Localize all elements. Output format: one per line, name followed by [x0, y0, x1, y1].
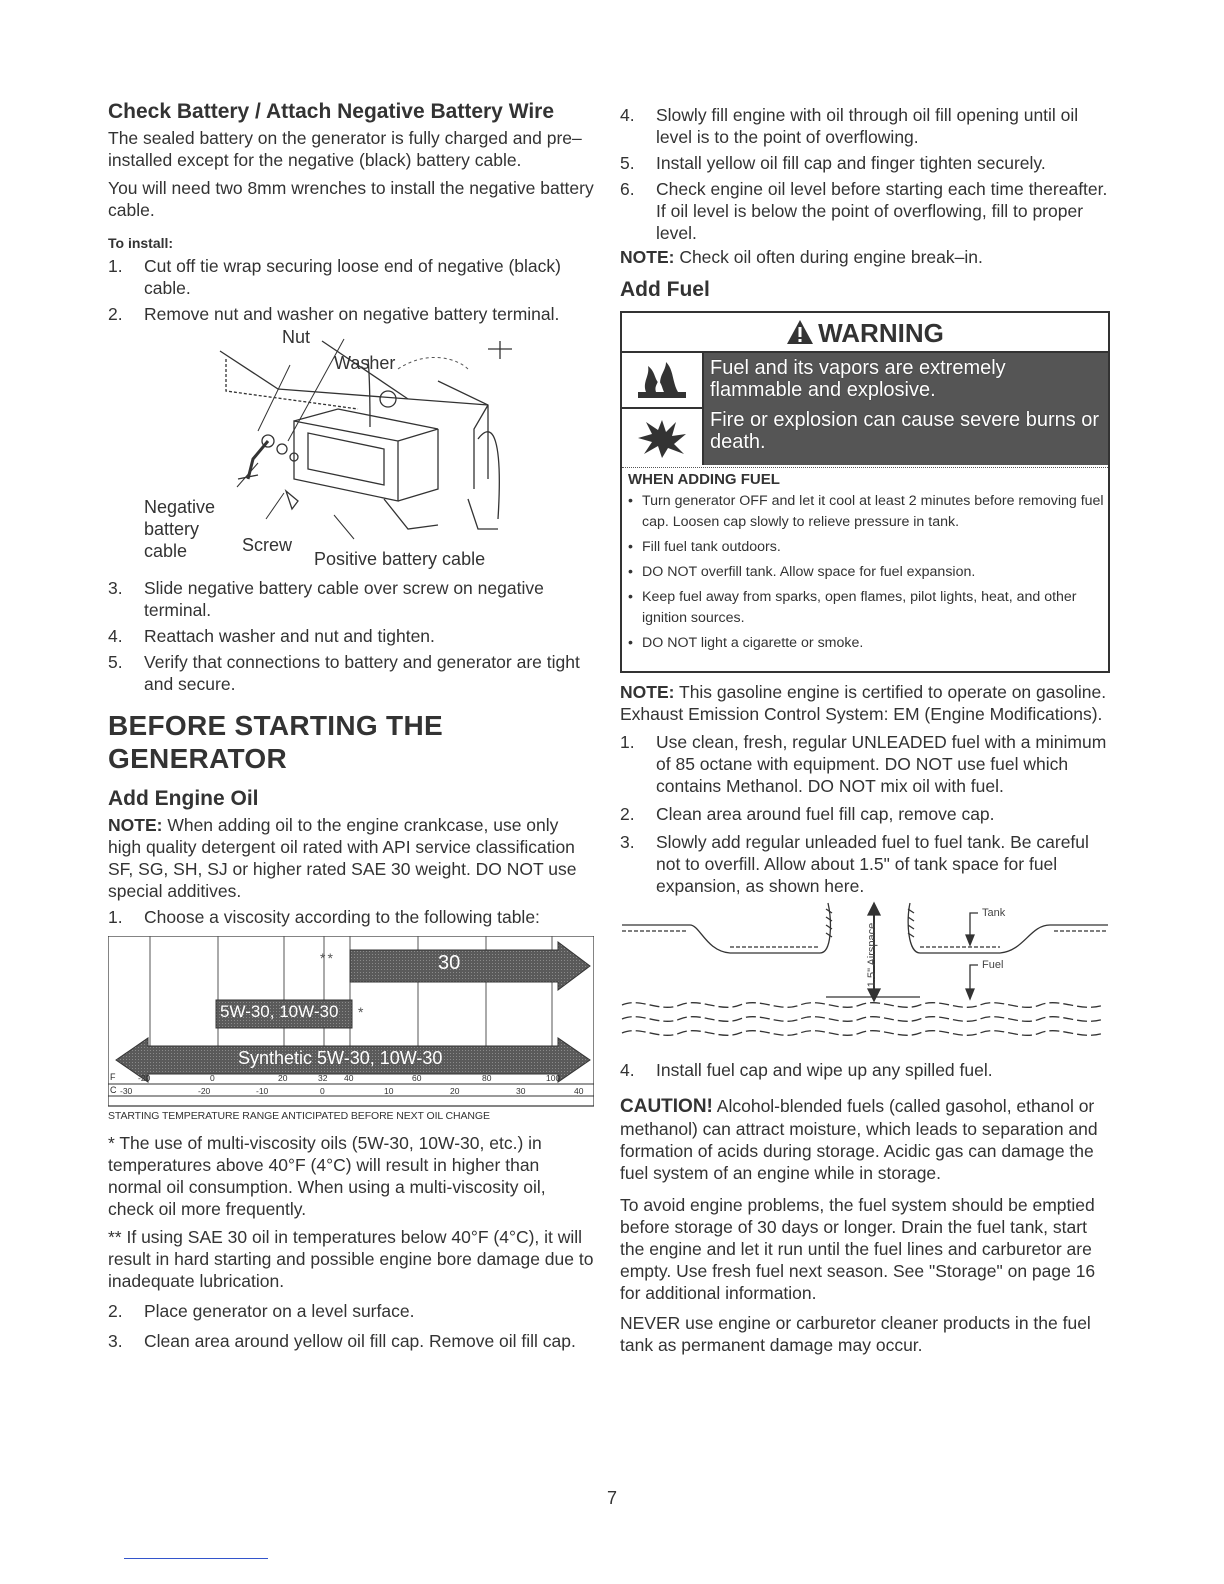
- avoid-paragraph: To avoid engine problems, the fuel system should be emptied before storage of 30 days or longer. Drain the fuel tank, start the engine and let it run until the fuel lines and carburetor are empty. Use fresh fuel next season. See "Storage" on page 16 for additional information.: [620, 1195, 1096, 1303]
- caution-paragraph: CAUTION! Alcohol-blended fuels (called gasohol, ethanol or methanol) can attract moisture, which leads to separation and formation of acids during storage. Acidic gas can damage the fuel system of an engine while in storage.: [620, 1096, 1098, 1183]
- battery-diagram: [108, 329, 594, 567]
- footnote-single-star: * The use of multi-viscosity oils (5W-30, 10W-30, etc.) in temperatures above 40°F (4°C) will result in higher than normal oil consumption. When using a multi-viscosity oil, check oil more frequently.: [108, 1133, 546, 1219]
- divider: [622, 467, 1108, 468]
- warning-title: WARNING: [622, 313, 1108, 353]
- engine-oil-heading: Add Engine Oil: [108, 787, 259, 810]
- chart-caption: STARTING TEMPERATURE RANGE ANTICIPATED BEFORE NEXT OIL CHANGE: [108, 1110, 490, 1122]
- right-column: [620, 100, 1110, 1356]
- add-fuel-heading: Add Fuel: [620, 278, 710, 301]
- screw-label: Screw: [242, 535, 293, 555]
- warning-hazard-text: [704, 353, 1108, 465]
- oil-viscosity-chart: 30 ** 5W-30, 10W-30 * Synthetic 5W-30, 10W-30 F C -20 0 20 32 40 60 80 100 -30 -20 -10 0 10 20 30 40 STARTING TEMPERATURE RANGE ANTICIPATED BEFORE NEXT OIL CHANGE: [108, 936, 594, 1126]
- list-item: 3. Slowly add regular unleaded fuel to fuel tank. Be careful not to overfill. Allow about 1.5" of tank space for fuel expansion, as shown here.: [620, 832, 1089, 896]
- fuel-note: NOTE: This gasoline engine is certified to operate on gasoline. Exhaust Emission Control System: EM (Engine Modifications).: [620, 682, 1107, 724]
- before-starting-heading: BEFORE STARTING THE GENERATOR: [108, 710, 443, 774]
- bar-5w30-label: 5W-30, 10W-30: [220, 1002, 339, 1021]
- battery-label: battery: [144, 519, 200, 539]
- never-paragraph: NEVER use engine or carburetor cleaner products in the fuel tank as permanent damage may occur.: [620, 1313, 1091, 1355]
- oil-note-2: NOTE: Check oil often during engine break–in.: [620, 247, 983, 267]
- celsius-label: C: [110, 1085, 117, 1095]
- list-item: 6. Check engine oil level before starting each time thereafter. If oil level is below the point of overflowing, fill to proper level.: [620, 179, 1108, 243]
- when-adding-fuel-label: WHEN ADDING FUEL: [628, 471, 780, 488]
- hazard-line-2: Fire or explosion can cause severe burns or death.: [710, 409, 1100, 453]
- warning-triangle-icon: [786, 319, 814, 345]
- negative-label: Negative: [144, 497, 216, 517]
- oil-step-1: [108, 906, 594, 928]
- list-item: 5. Install yellow oil fill cap and finger tighten securely.: [620, 153, 1046, 173]
- oil-steps-b: [108, 1300, 594, 1352]
- flame-icon: [622, 353, 702, 409]
- fuel-label: Fuel: [982, 959, 1004, 971]
- nut-label: Nut: [282, 327, 311, 347]
- list-item: • Fill fuel tank outdoors.: [628, 539, 781, 555]
- battery-heading: Check Battery / Attach Negative Battery Wire: [108, 100, 555, 123]
- install-steps-a: [108, 255, 594, 325]
- fahrenheit-label: F: [110, 1072, 116, 1082]
- list-item: 2. Clean area around fuel fill cap, remove cap.: [620, 804, 995, 824]
- list-item: • DO NOT overfill tank. Allow space for fuel expansion.: [628, 564, 976, 580]
- list-item: 2. Place generator on a level surface.: [108, 1301, 415, 1321]
- list-item: 4. Slowly fill engine with oil through oil fill opening until oil level is to the point of overflowing.: [620, 105, 1079, 147]
- page-number: 7: [606, 1488, 617, 1508]
- fuel-tank-illustration: [620, 901, 1110, 1059]
- warning-box: [620, 311, 1110, 673]
- left-column: [108, 100, 594, 1352]
- warning-icons: [622, 353, 704, 465]
- footer-rule: [124, 1558, 268, 1559]
- list-item: 3. Clean area around yellow oil fill cap. Remove oil fill cap.: [108, 1331, 576, 1351]
- washer-label: Washer: [334, 353, 396, 373]
- battery-paragraph-2: You will need two 8mm wrenches to install the negative battery cable.: [108, 178, 594, 220]
- list-item: 1. Choose a viscosity according to the following table:: [108, 907, 540, 927]
- footnote-double-star: ** If using SAE 30 oil in temperatures below 40°F (4°C), it will result in hard starting and possible engine bore damage due to inadequate lubrication.: [108, 1227, 594, 1291]
- explosion-icon: [622, 409, 702, 465]
- list-item: 3. Slide negative battery cable over screw on negative terminal.: [108, 578, 544, 620]
- double-star-mark: **: [320, 950, 335, 966]
- positive-cable-label: Positive battery cable: [314, 549, 486, 569]
- list-item: • Turn generator OFF and let it cool at least 2 minutes before removing fuel cap. Loosen cap slowly to relieve pressure in tank.: [628, 493, 1104, 530]
- battery-paragraph-1: The sealed battery on the generator is fully charged and pre–installed except for the negative (black) battery cable.: [108, 128, 582, 170]
- fuel-steps: [620, 731, 1110, 897]
- list-item: 1. Use clean, fresh, regular UNLEADED fuel with a minimum of 85 octane with equipment. DO NOT use fuel which contains Methanol. DO NOT mix oil with fuel.: [620, 732, 1107, 796]
- cable-label: cable: [144, 541, 188, 561]
- oil-chart-graphic: [108, 936, 594, 1126]
- airspace-label: 1.5" Airspace: [866, 922, 879, 988]
- list-item: 4. Reattach washer and nut and tighten.: [108, 626, 435, 646]
- install-steps-b: [108, 577, 594, 695]
- bar-30-label: 30: [438, 952, 461, 974]
- list-item: • DO NOT light a cigarette or smoke.: [628, 635, 864, 651]
- list-item: 4. Install fuel cap and wipe up any spilled fuel.: [620, 1060, 993, 1080]
- single-star-mark: *: [358, 1004, 364, 1020]
- list-item: 1. Cut off tie wrap securing loose end of negative (black) cable.: [108, 256, 561, 298]
- oil-steps-c: [620, 104, 1110, 244]
- to-install-label: To install:: [108, 235, 174, 251]
- list-item: 2. Remove nut and washer on negative battery terminal.: [108, 304, 560, 324]
- warning-list: [628, 491, 1104, 658]
- oil-note: NOTE: When adding oil to the engine crankcase, use only high quality detergent oil rated with API service classification SF, SG, SH, SJ or higher rated SAE 30 weight. DO NOT use special additives.: [108, 815, 577, 901]
- bar-synthetic-label: Synthetic 5W-30, 10W-30: [238, 1048, 443, 1068]
- hazard-line-1: Fuel and its vapors are extremely flammable and explosive.: [710, 357, 1006, 401]
- fuel-tank-diagram: [620, 901, 1110, 1059]
- list-item: • Keep fuel away from sparks, open flames, pilot lights, heat, and other ignition sources.: [628, 589, 1077, 626]
- list-item: 5. Verify that connections to battery and generator are tight and secure.: [108, 652, 580, 694]
- tank-label: Tank: [982, 907, 1006, 919]
- fuel-step-4: [620, 1059, 1110, 1081]
